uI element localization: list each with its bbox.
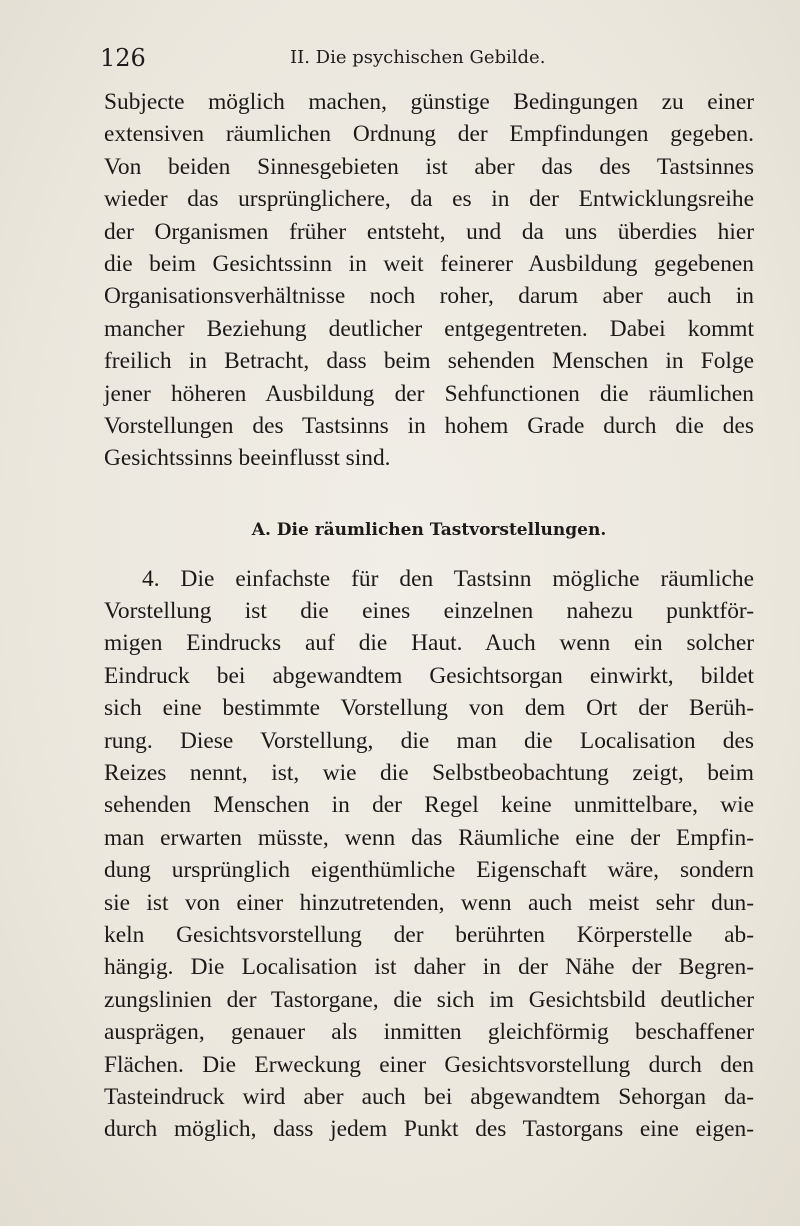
text-line: Tasteindruck wird aber auch bei abgewandtem Sehorgan da-	[104, 1083, 754, 1110]
text-line: zungslinien der Tastorgane, die sich im Gesichtsbild deutlicher	[104, 986, 754, 1013]
text-line: die beim Gesichtssinn in weit feinerer Ausbildung gegebenen	[104, 250, 754, 277]
text-line: ausprägen, genauer als inmitten gleichförmig beschaffener	[104, 1019, 754, 1046]
text-line: keln Gesichtsvorstellung der berührten Körperstelle ab-	[104, 921, 754, 948]
text-line: Flächen. Die Erweckung einer Gesichtsvorstellung durch den	[104, 1051, 754, 1078]
text-line: der Organismen früher entsteht, und da uns überdies hier	[104, 218, 754, 245]
text-line: Vorstellung ist die eines einzelnen nahezu punktför-	[104, 598, 754, 625]
text-line: Von beiden Sinnesgebieten ist aber das des Tastsinnes	[104, 153, 754, 180]
text-line: Gesichtssinns beeinflusst sind.	[104, 445, 391, 472]
text-line: mancher Beziehung deutlicher entgegentreten. Dabei kommt	[104, 315, 754, 342]
text-line: hängig. Die Localisation ist daher in der Nähe der Begren-	[104, 954, 754, 981]
paragraph-2	[104, 563, 754, 1146]
text-line: man erwarten müsste, wenn das Räumliche eine der Empfin-	[104, 824, 754, 851]
section-heading: A. Die räumlichen Tastvorstellungen.	[251, 519, 607, 540]
text-line: freilich in Betracht, dass beim sehenden Menschen in Folge	[104, 348, 754, 375]
text-line: Eindruck bei abgewandtem Gesichtsorgan einwirkt, bildet	[104, 662, 754, 689]
text-line: Vorstellungen des Tastsinns in hohem Grade durch die des	[104, 412, 754, 439]
text-line: Reizes nennt, ist, wie die Selbstbeobachtung zeigt, beim	[104, 760, 754, 787]
text-line: Subjecte möglich machen, günstige Bedingungen zu einer	[104, 89, 754, 115]
text-line: dung ursprünglich eigenthümliche Eigenschaft wäre, sondern	[104, 857, 754, 884]
text-line: sich eine bestimmte Vorstellung von dem Ort der Berüh-	[104, 695, 754, 722]
text-line: extensiven räumlichen Ordnung der Empfindungen gegeben.	[104, 121, 754, 148]
page-number: 126	[100, 44, 146, 72]
text-line: sehenden Menschen in der Regel keine unmittelbare, wie	[104, 792, 754, 819]
running-head: II. Die psychischen Gebilde.	[290, 47, 546, 68]
paragraph-1	[104, 86, 754, 475]
text-line: wieder das ursprünglichere, da es in der Entwicklungsreihe	[104, 186, 754, 213]
text-line: sie ist von einer hinzutretenden, wenn auch meist sehr dun-	[104, 889, 754, 916]
text-line: migen Eindrucks auf die Haut. Auch wenn ein solcher	[104, 630, 754, 657]
page-header	[100, 38, 700, 78]
text-line: durch möglich, dass jedem Punkt des Tastorgans eine eigen-	[104, 1116, 754, 1143]
text-line: 4. Die einfachste für den Tastsinn mögliche räumliche	[142, 565, 754, 592]
body-text	[104, 86, 754, 1146]
text-line: Organisationsverhältnisse noch roher, darum aber auch in	[104, 283, 754, 310]
text-line: jener höheren Ausbildung der Sehfunctionen die räumlichen	[104, 380, 754, 407]
text-line: rung. Diese Vorstellung, die man die Localisation des	[104, 727, 754, 754]
